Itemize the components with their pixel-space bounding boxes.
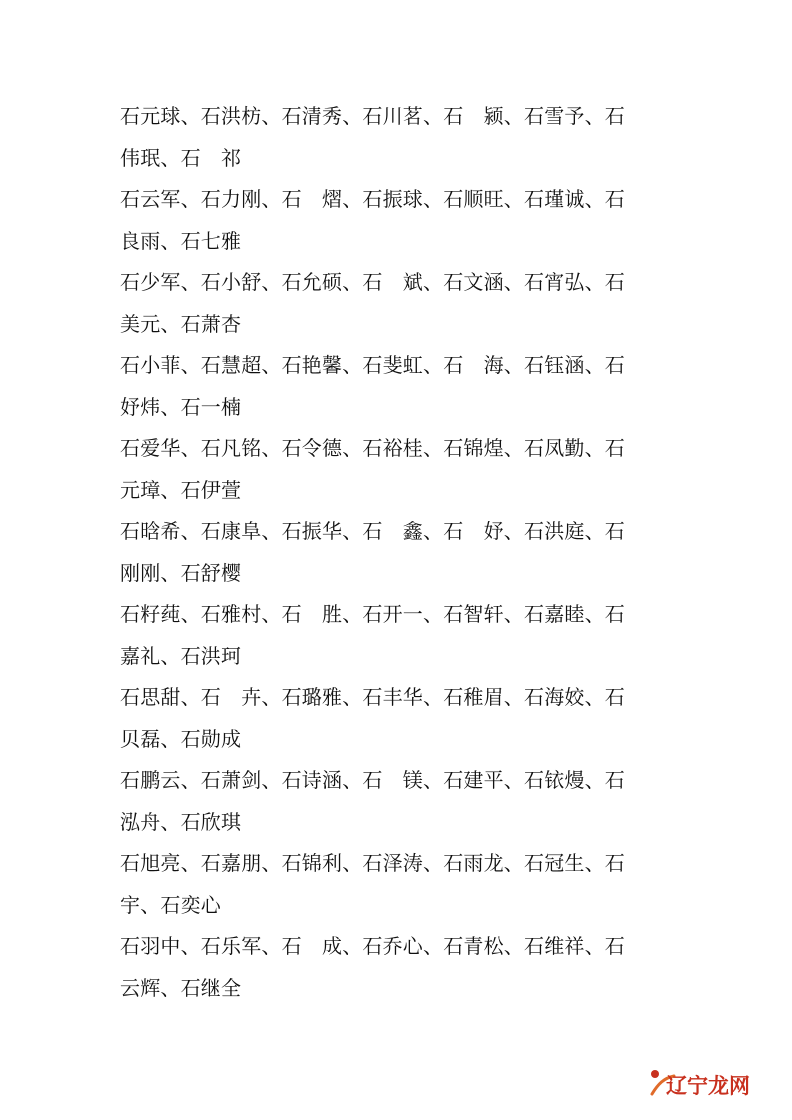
name-paragraph xyxy=(120,428,680,511)
logo-text: 辽宁龙网 xyxy=(666,1074,750,1098)
name-line: 妤炜、石一楠 xyxy=(120,394,242,419)
name-paragraph xyxy=(120,511,680,594)
name-paragraph xyxy=(120,345,680,428)
name-line: 伟珉、石 祁 xyxy=(120,145,242,170)
name-paragraph xyxy=(120,843,680,926)
name-line: 云辉、石继全 xyxy=(120,975,242,1000)
logo-icon xyxy=(646,1064,756,1104)
name-line: 石鹏云、石萧剑、石诗涵、石 镁、石建平、石铱熳、石 xyxy=(120,768,625,792)
name-line: 石思甜、石 卉、石璐雅、石丰华、石稚眉、石海姣、石 xyxy=(120,685,625,709)
name-line: 泓舟、石欣琪 xyxy=(120,809,242,834)
name-line: 石元球、石洪枋、石清秀、石川茗、石 颍、石雪予、石 xyxy=(120,104,625,128)
name-line: 嘉礼、石洪珂 xyxy=(120,643,242,668)
name-line: 石羽中、石乐军、石 成、石乔心、石青松、石维祥、石 xyxy=(120,934,625,958)
name-line: 刚刚、石舒樱 xyxy=(120,560,242,585)
name-line: 良雨、石七雅 xyxy=(120,228,242,253)
name-line: 石少军、石小舒、石允硕、石 斌、石文涵、石宵弘、石 xyxy=(120,270,625,294)
name-line: 石旭亮、石嘉朋、石锦利、石泽涛、石雨龙、石冠生、石 xyxy=(120,851,625,875)
name-paragraph xyxy=(120,926,680,1009)
name-line: 石籽莼、石雅村、石 胜、石开一、石智轩、石嘉睦、石 xyxy=(120,602,625,626)
name-paragraph xyxy=(120,262,680,345)
name-list xyxy=(120,96,680,1009)
name-line: 石晗希、石康阜、石振华、石 鑫、石 妤、石洪庭、石 xyxy=(120,519,625,543)
name-paragraph xyxy=(120,760,680,843)
name-line: 石爱华、石凡铭、石令德、石裕桂、石锦煌、石凤勤、石 xyxy=(120,436,625,460)
name-line: 美元、石萧杏 xyxy=(120,311,242,336)
name-line: 贝磊、石勋成 xyxy=(120,726,242,751)
name-paragraph xyxy=(120,594,680,677)
name-line: 石小菲、石慧超、石艳馨、石斐虹、石 海、石钰涵、石 xyxy=(120,353,625,377)
name-paragraph xyxy=(120,96,680,179)
name-line: 元璋、石伊萱 xyxy=(120,477,242,502)
name-paragraph xyxy=(120,179,680,262)
name-line: 宇、石奕心 xyxy=(120,892,221,917)
site-logo-watermark xyxy=(646,1064,756,1104)
name-paragraph xyxy=(120,677,680,760)
name-line: 石云军、石力刚、石 熠、石振球、石顺旺、石瑾诚、石 xyxy=(120,187,625,211)
